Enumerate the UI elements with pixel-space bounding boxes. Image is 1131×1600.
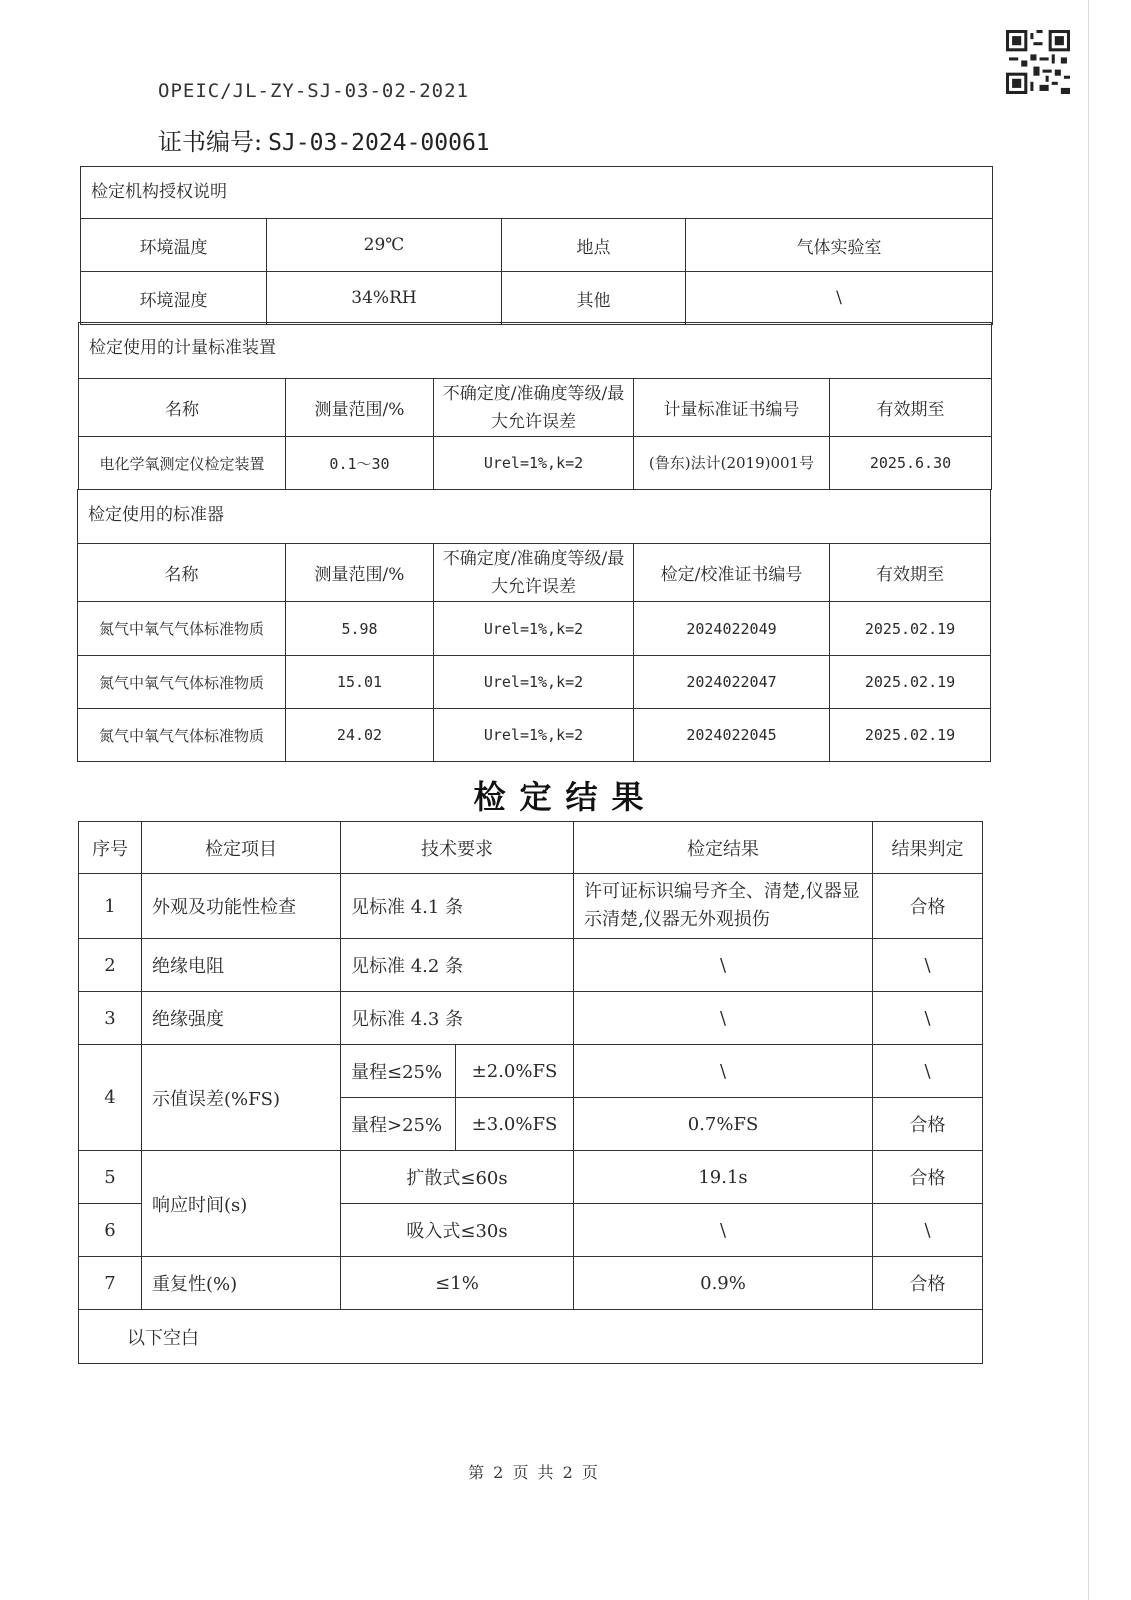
- header-result: 检定结果: [574, 822, 873, 874]
- row-verdict: 合格: [873, 1257, 983, 1310]
- row-requirement: ≤1%: [341, 1257, 574, 1310]
- row-verdict: 合格: [873, 1098, 983, 1151]
- material-cert-no: 2024022045: [634, 709, 830, 762]
- table-row: [78, 709, 991, 762]
- row-item: 响应时间(s): [142, 1151, 341, 1257]
- material-valid-until: 2025.02.19: [830, 709, 991, 762]
- qr-code-icon: [1006, 30, 1070, 94]
- row-limit: ±3.0%FS: [456, 1098, 574, 1151]
- row-requirement: 见标准 4.1 条: [341, 874, 574, 939]
- row-result: 0.7%FS: [574, 1098, 873, 1151]
- certificate-label: 证书编号:: [158, 128, 263, 156]
- material-range: 15.01: [286, 656, 434, 709]
- table-row: [79, 1151, 983, 1204]
- temp-label: 环境温度: [81, 219, 267, 272]
- other-label: 其他: [502, 272, 686, 325]
- table-row: [78, 602, 991, 656]
- row-result: 0.9%: [574, 1257, 873, 1310]
- material-range: 5.98: [286, 602, 434, 656]
- material-uncertainty: Urel=1%,k=2: [434, 709, 634, 762]
- row-verdict: \: [873, 1045, 983, 1098]
- material-name: 氮气中氧气气体标准物质: [78, 656, 286, 709]
- standard-materials-table: [77, 489, 991, 762]
- table-row: [79, 874, 983, 939]
- other-value: \: [686, 272, 993, 325]
- results-table: [78, 821, 983, 1364]
- standard-materials-title: 检定使用的标准器: [78, 490, 991, 544]
- document-code: OPEIC/JL-ZY-SJ-03-02-2021: [158, 80, 469, 102]
- row-result: \: [574, 992, 873, 1045]
- standard-device-table: [78, 322, 992, 490]
- certificate-value: SJ-03-2024-00061: [268, 130, 490, 156]
- header-range: 测量范围/%: [286, 379, 434, 437]
- row-item: 示值误差(%FS): [142, 1045, 341, 1151]
- row-no: 1: [79, 874, 142, 939]
- row-no: 4: [79, 1045, 142, 1151]
- material-name: 氮气中氧气气体标准物质: [78, 709, 286, 762]
- header-name: 名称: [79, 379, 286, 437]
- row-item: 绝缘电阻: [142, 939, 341, 992]
- row-item: 绝缘强度: [142, 992, 341, 1045]
- authorization-title: 检定机构授权说明: [81, 167, 993, 219]
- row-verdict: 合格: [873, 1151, 983, 1204]
- header-verdict: 结果判定: [873, 822, 983, 874]
- device-valid-until: 2025.6.30: [830, 437, 992, 490]
- row-result: \: [574, 939, 873, 992]
- humidity-label: 环境湿度: [81, 272, 267, 325]
- row-result: 19.1s: [574, 1151, 873, 1204]
- row-verdict: \: [873, 939, 983, 992]
- humidity-value: 34%RH: [267, 272, 502, 325]
- header-no: 序号: [79, 822, 142, 874]
- header-cert-no: 检定/校准证书编号: [634, 544, 830, 602]
- header-valid-until: 有效期至: [830, 544, 991, 602]
- results-title: 检定结果: [473, 778, 658, 816]
- material-cert-no: 2024022049: [634, 602, 830, 656]
- row-no: 3: [79, 992, 142, 1045]
- row-limit: ±2.0%FS: [456, 1045, 574, 1098]
- row-verdict: 合格: [873, 874, 983, 939]
- certificate-number: [158, 122, 490, 157]
- row-no: 7: [79, 1257, 142, 1310]
- environment-table: [80, 166, 993, 325]
- table-row: [78, 656, 991, 709]
- material-uncertainty: Urel=1%,k=2: [434, 602, 634, 656]
- row-range: 量程≤25%: [341, 1045, 456, 1098]
- row-range: 量程>25%: [341, 1098, 456, 1151]
- table-row: [79, 992, 983, 1045]
- material-uncertainty: Urel=1%,k=2: [434, 656, 634, 709]
- row-result: 许可证标识编号齐全、清楚,仪器显示清楚,仪器无外观损伤: [574, 874, 873, 939]
- table-row: [79, 1045, 983, 1098]
- standard-device-title: 检定使用的计量标准装置: [79, 323, 992, 379]
- row-requirement: 见标准 4.2 条: [341, 939, 574, 992]
- header-item: 检定项目: [142, 822, 341, 874]
- material-range: 24.02: [286, 709, 434, 762]
- header-valid-until: 有效期至: [830, 379, 992, 437]
- row-no: 6: [79, 1204, 142, 1257]
- row-result: \: [574, 1204, 873, 1257]
- page-number: 第 2 页 共 2 页: [468, 1463, 600, 1482]
- device-name: 电化学氧测定仪检定装置: [79, 437, 286, 490]
- header-cert-no: 计量标准证书编号: [634, 379, 830, 437]
- header-uncertainty: 不确定度/准确度等级/最大允许误差: [434, 379, 634, 437]
- table-row: [79, 939, 983, 992]
- material-valid-until: 2025.02.19: [830, 602, 991, 656]
- row-requirement: 见标准 4.3 条: [341, 992, 574, 1045]
- blank-note: 以下空白: [79, 1310, 983, 1364]
- row-requirement: 扩散式≤60s: [341, 1151, 574, 1204]
- location-value: 气体实验室: [686, 219, 993, 272]
- device-uncertainty: Urel=1%,k=2: [434, 437, 634, 490]
- row-requirement: 吸入式≤30s: [341, 1204, 574, 1257]
- row-verdict: \: [873, 992, 983, 1045]
- header-name: 名称: [78, 544, 286, 602]
- header-requirement: 技术要求: [341, 822, 574, 874]
- row-result: \: [574, 1045, 873, 1098]
- row-no: 2: [79, 939, 142, 992]
- header-range: 测量范围/%: [286, 544, 434, 602]
- material-valid-until: 2025.02.19: [830, 656, 991, 709]
- row-verdict: \: [873, 1204, 983, 1257]
- row-no: 5: [79, 1151, 142, 1204]
- location-label: 地点: [502, 219, 686, 272]
- device-range: 0.1～30: [286, 437, 434, 490]
- device-cert-no: (鲁东)法计(2019)001号: [634, 437, 830, 490]
- row-item: 重复性(%): [142, 1257, 341, 1310]
- material-cert-no: 2024022047: [634, 656, 830, 709]
- temp-value: 29℃: [267, 219, 502, 272]
- header-uncertainty: 不确定度/准确度等级/最大允许误差: [434, 544, 634, 602]
- row-item: 外观及功能性检查: [142, 874, 341, 939]
- table-row: [79, 1257, 983, 1310]
- material-name: 氮气中氧气气体标准物质: [78, 602, 286, 656]
